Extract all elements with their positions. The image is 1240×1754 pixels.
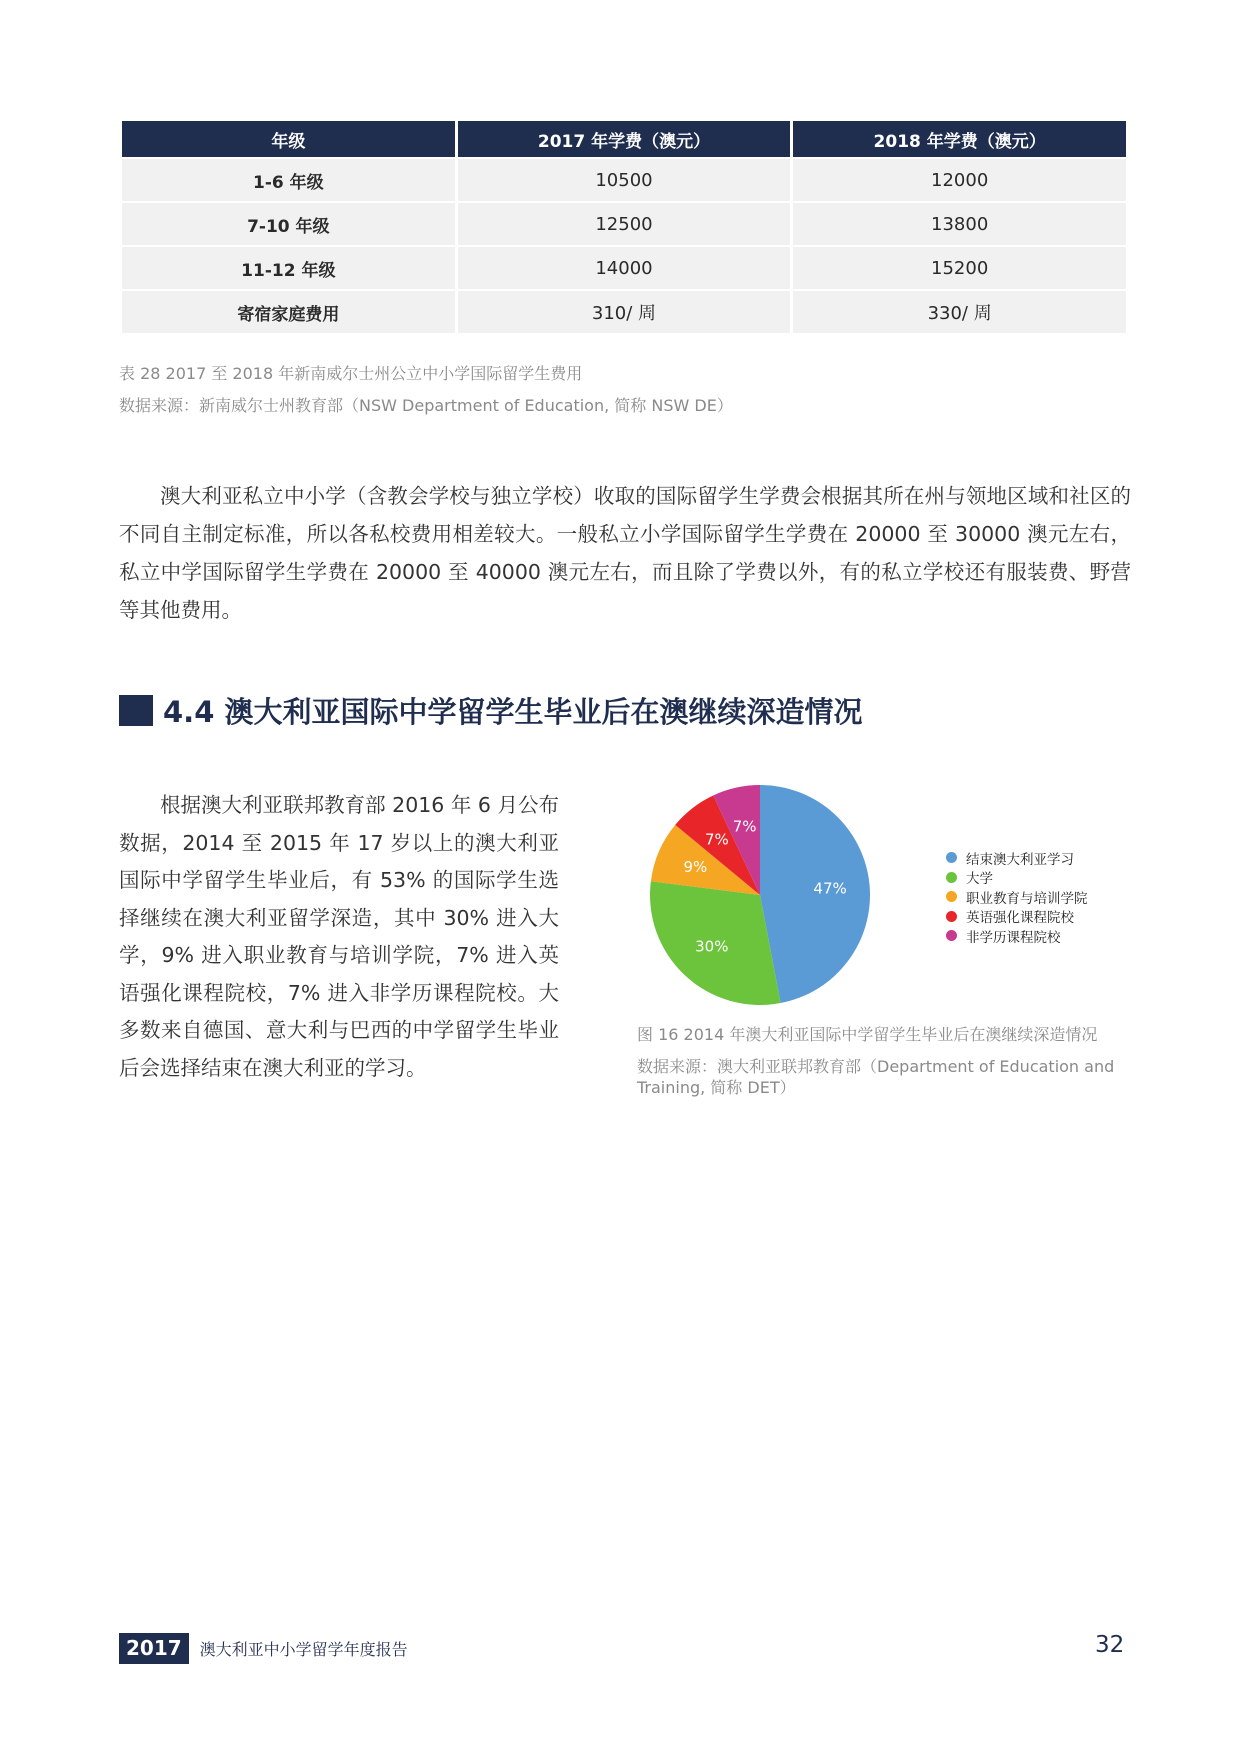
legend-label: 结束澳大利亚学习 (966, 851, 1074, 868)
table-row (122, 247, 1126, 289)
section-title: 4.4 澳大利亚国际中学留学生毕业后在澳继续深造情况 (163, 694, 863, 729)
legend-label: 大学 (966, 871, 993, 888)
legend-swatch (946, 872, 957, 883)
section-marker (119, 695, 153, 726)
table-cell-grade: 7-10 年级 (122, 203, 455, 245)
table-cell-2017: 12500 (458, 203, 791, 245)
section-heading (119, 690, 862, 730)
figure-caption: 图 16 2014 年澳大利亚国际中学留学生毕业后在澳继续深造情况 (637, 1025, 1098, 1044)
legend-item (946, 868, 1088, 888)
legend-swatch (946, 891, 957, 902)
table-cell-2018: 330/ 周 (793, 291, 1126, 333)
legend-swatch (946, 911, 957, 922)
table-cell-2018: 13800 (793, 203, 1126, 245)
chart-legend (946, 848, 1088, 946)
pie-slice-label: 9% (683, 858, 708, 877)
legend-item (946, 907, 1088, 927)
table-caption: 表 28 2017 至 2018 年新南威尔士州公立中小学国际留学生费用 (119, 364, 583, 383)
table-header-row (122, 121, 1126, 157)
table-cell-2017: 10500 (458, 159, 791, 201)
legend-item (946, 848, 1088, 868)
table-cell-grade: 寄宿家庭费用 (122, 291, 455, 333)
legend-item (946, 926, 1088, 946)
table-cell-2018: 12000 (793, 159, 1126, 201)
table-header-2018: 2018 年学费（澳元） (793, 121, 1126, 157)
table-cell-2018: 15200 (793, 247, 1126, 289)
page-number: 32 (1095, 1632, 1125, 1658)
table-header-2017: 2017 年学费（澳元） (458, 121, 791, 157)
pie-slice-label: 30% (695, 937, 729, 956)
table-header-grade: 年级 (122, 121, 455, 157)
table-row (122, 203, 1126, 245)
legend-swatch (946, 930, 957, 941)
table-row (122, 159, 1126, 201)
legend-label: 职业教育与培训学院 (966, 890, 1088, 907)
pie-slice-label: 47% (813, 879, 847, 898)
footer-title: 澳大利亚中小学留学年度报告 (199, 1640, 408, 1659)
pie-chart (640, 775, 880, 1015)
table-cell-2017: 310/ 周 (458, 291, 791, 333)
legend-label: 英语强化课程院校 (966, 910, 1074, 927)
body-paragraph: 澳大利亚私立中小学（含教会学校与独立学校）收取的国际留学生学费会根据其所在州与领地区域和社区的不同自主制定标准，所以各私校费用相差较大。一般私立小学国际留学生学费在 20000 至 30000 澳元左右，私立中学国际留学生学费在 20000 至 40000 澳元左右，而且除了学费以外，有的私立学校还有服装费、野营等其他费用。 (119, 484, 1131, 622)
table-cell-grade: 11-12 年级 (122, 247, 455, 289)
body-paragraph-2: 根据澳大利亚联邦教育部 2016 年 6 月公布数据，2014 至 2015 年 17 岁以上的澳大利亚国际中学留学生毕业后，有 53% 的国际学生选择继续在澳大利亚留学深造，其中 30% 进入大学，9% 进入职业教育与培训学院，7% 进入英语强化课程院校，7% 进入非学历课程院校。大多数来自德国、意大利与巴西的中学留学生毕业后会选择结束在澳大利亚的学习。 (119, 793, 559, 1080)
pie-slice-label: 7% (732, 817, 757, 836)
pie-slice-label: 7% (704, 830, 729, 849)
fee-table (119, 119, 1129, 335)
footer (119, 1633, 408, 1664)
legend-swatch (946, 852, 957, 863)
legend-label: 非学历课程院校 (966, 929, 1061, 946)
table-row (122, 291, 1126, 333)
table-cell-2017: 14000 (458, 247, 791, 289)
footer-year: 2017 (119, 1633, 189, 1664)
legend-item (946, 887, 1088, 907)
table-source: 数据来源：新南威尔士州教育部（NSW Department of Education, 简称 NSW DE） (119, 396, 733, 415)
table-cell-grade: 1-6 年级 (122, 159, 455, 201)
figure-source: 数据来源：澳大利亚联邦教育部（Department of Education and Training, 简称 DET） (637, 1057, 1115, 1097)
